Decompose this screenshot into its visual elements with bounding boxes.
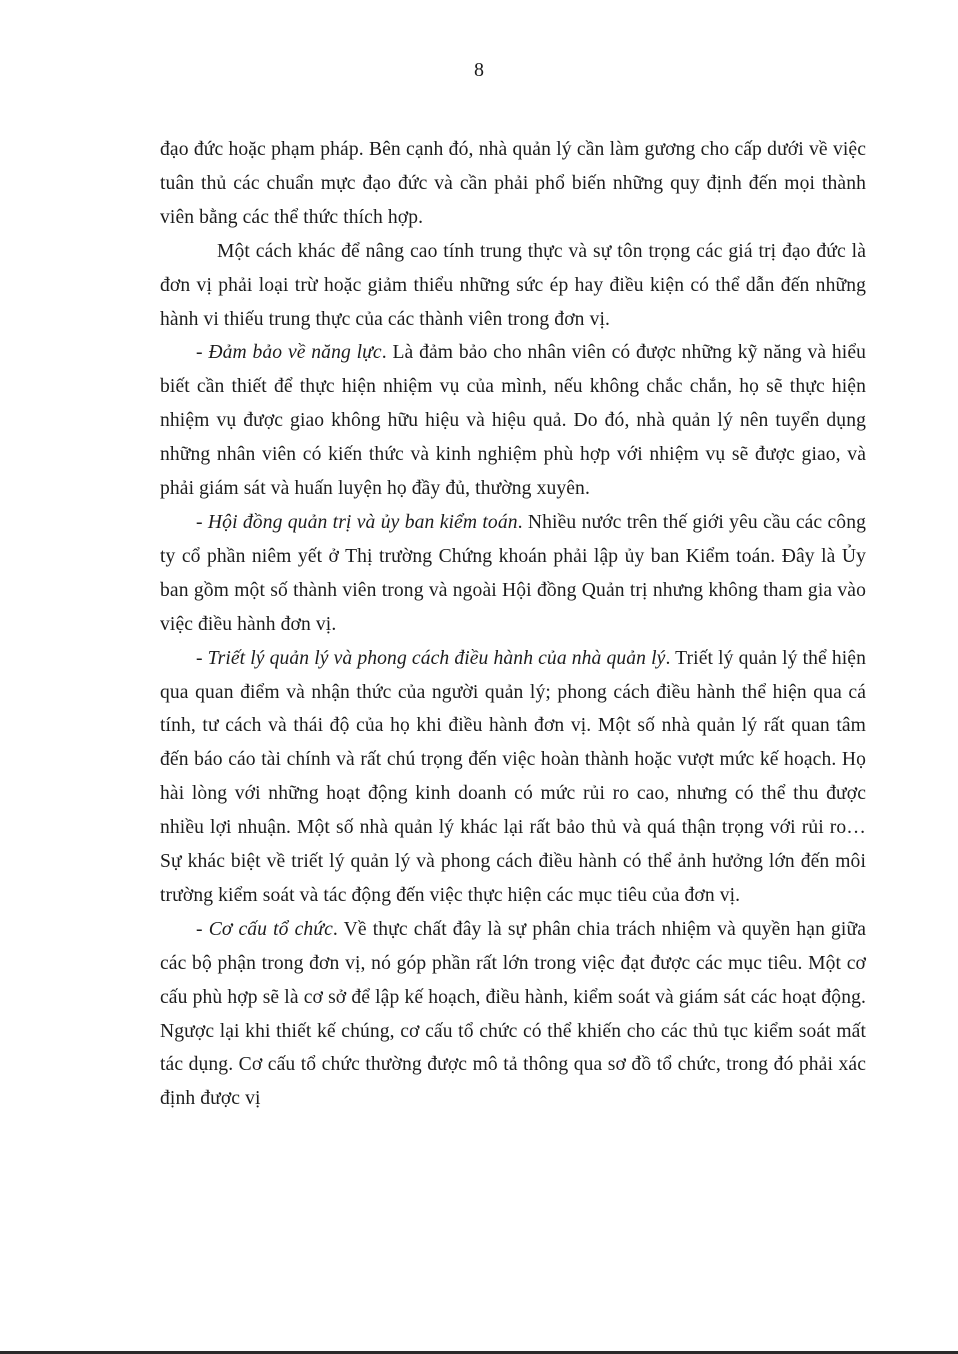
bullet-dash: - (196, 918, 209, 940)
body-management-philosophy: . Triết lý quản lý thể hiện qua quan điểm và nhận thức của người quản lý; phong cách điều hành thể hiện qua cá tính, tư cách và thái độ của họ khi điều hành đơn vị. Một số nhà quản lý rất quan tâm đến báo cáo tài chính và rất chú trọng đến việc hoàn thành hoặc vượt mức kế hoạch. Họ hài lòng với những hoạt động kinh doanh có mức rủi ro cao, nhưng có thể thu được nhiều lợi nhuận. Một số nhà quản lý khác lại rất bảo thủ và quá thận trọng với rủi ro… Sự khác biệt về triết lý quản lý và phong cách điều hành có thể ảnh hưởng lớn đến môi trường kiểm soát và tác động đến việc thực hiện các mục tiêu của đơn vị. (160, 647, 866, 906)
paragraph-continuation: đạo đức hoặc phạm pháp. Bên cạnh đó, nhà quản lý cần làm gương cho cấp dưới về việc tuân thủ các chuẩn mực đạo đức và cần phải phổ biến những quy định đến mọi thành viên bằng các thể thức thích hợp. (160, 139, 866, 228)
body-competence: . Là đảm bảo cho nhân viên có được những kỹ năng và hiểu biết cần thiết để thực hiện nhiệm vụ của mình, nếu không chắc chắn, họ sẽ thực hiện nhiệm vụ được giao không hữu hiệu và hiệu quả. Do đó, nhà quản lý nên tuyển dụng những nhân viên có kiến thức và kinh nghiệm phù hợp với nhiệm vụ sẽ được giao, và phải giám sát và huấn luyện họ đầy đủ, thường xuyên. (160, 342, 867, 500)
body-board-audit-committee: . Nhiều nước trên thế giới yêu cầu các công ty cổ phần niêm yết ở Thị trường Chứng khoán phải lập ủy ban Kiểm toán. Đây là Ủy ban gồm một số thành viên trong và ngoài Hội đồng Quản trị nhưng không tham gia vào việc điều hành đơn vị. (160, 511, 866, 635)
paragraph-organizational-structure (160, 913, 866, 1116)
bullet-dash: - (196, 511, 208, 533)
paragraph-management-philosophy (160, 642, 866, 913)
paragraph-board-audit-committee (160, 506, 866, 642)
paragraph-integrity: Một cách khác để nâng cao tính trung thực và sự tôn trọng các giá trị đạo đức là đơn vị phải loại trừ hoặc giảm thiểu những sức ép hay điều kiện có thể dẫn đến những hành vi thiếu trung thực của các thành viên trong đơn vị. (160, 240, 866, 330)
paragraph-competence (160, 336, 866, 506)
heading-management-philosophy: Triết lý quản lý và phong cách điều hành của nhà quản lý (207, 647, 666, 669)
heading-organizational-structure: Cơ cấu tổ chức (208, 918, 333, 940)
heading-competence: Đảm bảo về năng lực (208, 342, 382, 364)
heading-board-audit-committee: Hội đồng quản trị và ủy ban kiểm toán (207, 511, 518, 533)
document-body (160, 133, 866, 1116)
body-organizational-structure: . Về thực chất đây là sự phân chia trách nhiệm và quyền hạn giữa các bộ phận trong đơn vị, nó góp phần rất lớn trong việc đạt được các mục tiêu. Một cơ cấu phù hợp sẽ là cơ sở để lập kế hoạch, điều hành, kiểm soát và giám sát các hoạt động. Ngược lại khi thiết kế chúng, cơ cấu tổ chức có thể khiến cho các thủ tục kiểm soát mất tác dụng. Cơ cấu tổ chức thường được mô tả thông qua sơ đồ tổ chức, trong đó phải xác định được vị (160, 918, 866, 1110)
bullet-dash: - (196, 647, 208, 669)
page-number: 8 (474, 59, 484, 81)
bullet-dash: - (196, 342, 209, 364)
